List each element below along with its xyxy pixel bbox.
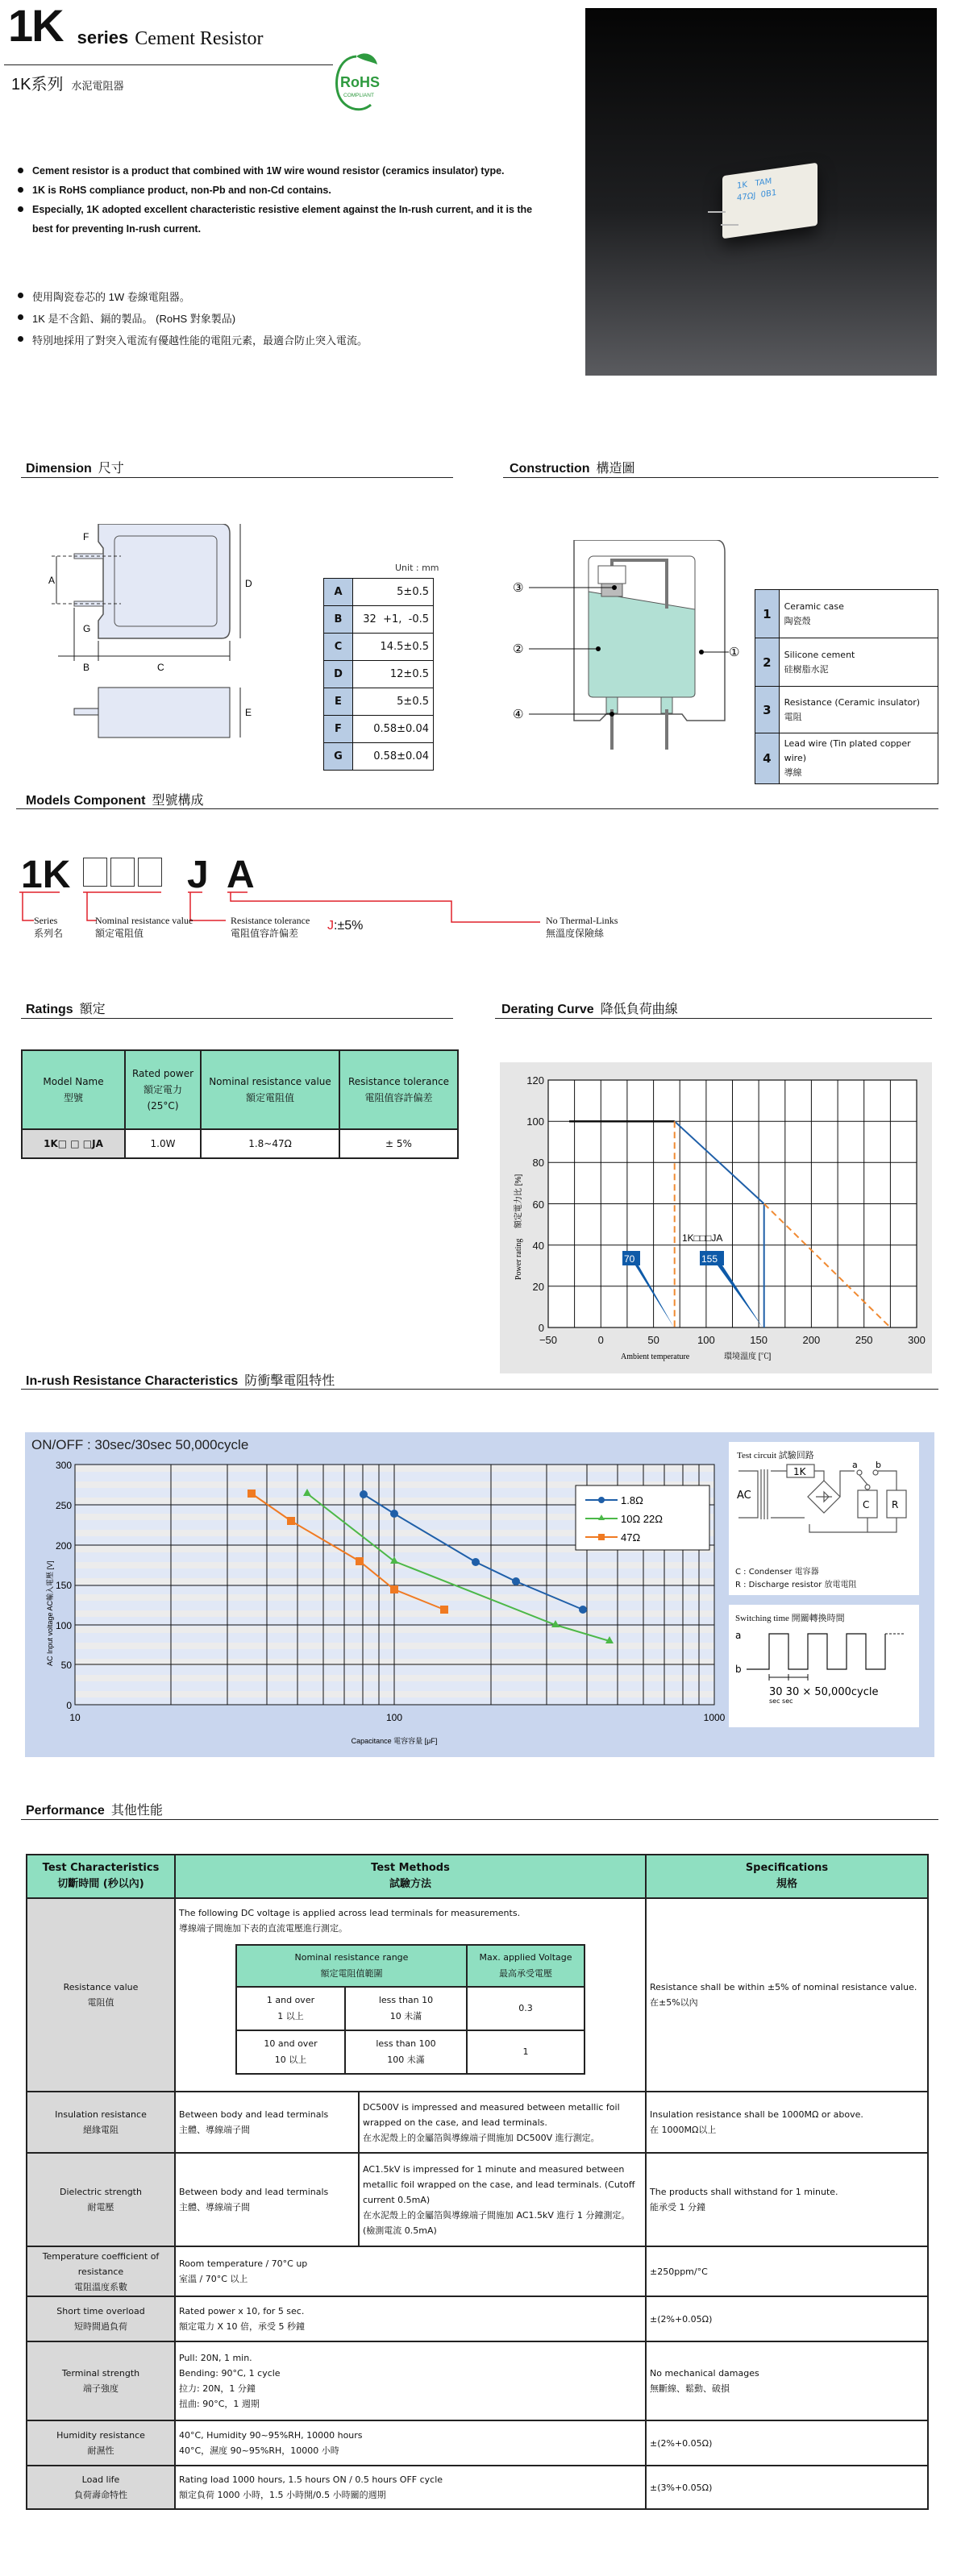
section-rule — [21, 1819, 938, 1820]
svg-text:200: 200 — [802, 1334, 821, 1346]
svg-text:sec sec: sec sec — [769, 1697, 793, 1705]
table-row: Insulation resistance 絕緣電阻 Between body and lead terminals 主體、導線端子間 DC500V is impressed and measured between metallic foil wrapped on the case, and lead terminals. 在水泥殼上的金屬箔與導線端子間施加 DC500V 進行測定。 Insulation resistance shall be 1000MΩ or above. 在 1000MΩ以上 — [27, 2092, 928, 2153]
svg-text:AC: AC — [737, 1490, 751, 1502]
section-rule — [21, 477, 453, 478]
section-title-derating: Derating Curve 降低負荷曲線 — [501, 1003, 678, 1016]
table-row: 1K□ □ □JA 1.0W 1.8~47Ω ± 5% — [22, 1129, 458, 1158]
code-box — [110, 858, 135, 887]
svg-text:10Ω 22Ω: 10Ω 22Ω — [621, 1513, 663, 1525]
table-row: Load life 負荷壽命特性 Rating load 1000 hours, 1.5 hours ON / 0.5 hours OFF cycle 額定負荷 1000 小時，1.5 小時開/0.5 小時關的週期 ±(3%+0.05Ω) — [27, 2466, 928, 2509]
svg-text:200: 200 — [55, 1540, 72, 1552]
section-rule — [21, 1389, 938, 1390]
svg-text:100: 100 — [385, 1712, 403, 1723]
svg-text:0: 0 — [538, 1322, 544, 1334]
callout-3: ③ — [513, 580, 524, 595]
feature-item-zh: 使用陶瓷卷芯的 1W 卷線電阻器。 — [16, 286, 548, 308]
feature-item-zh: 1K 是不含鉛、鎘的製品。 (RoHS 對象製品) — [16, 308, 548, 330]
callout-2: ② — [513, 642, 524, 656]
table-row: Terminal strength 端子強度 Pull: 20N, 1 min. Bending: 90°C, 1 cycle 拉力: 20N，1 分鐘 扭曲: 90°C，1 週期 No mechanical damages 無斷線、鬆動、破損 — [27, 2341, 928, 2420]
dimension-drawing — [48, 524, 290, 750]
construction-drawing — [503, 540, 745, 750]
svg-text:R: R — [892, 1499, 899, 1510]
svg-text:a: a — [852, 1461, 858, 1470]
svg-text:40: 40 — [532, 1240, 544, 1252]
table-row: Temperature coefficient of resistance 電阻溫度系數 Room temperature / 70°C up 室溫 / 70°C 以上 ±250ppm/°C — [27, 2246, 928, 2296]
product-name: Cement Resistor — [135, 28, 264, 49]
feature-item: Especially, 1K adopted excellent characteristic resistive element against the In-rush current, and it is the best for preventing In-rush current. — [16, 200, 548, 239]
table-row: 2 Silicone cement 硅樹脂水泥 — [755, 638, 938, 687]
callout-1: ① — [729, 645, 740, 659]
performance-table — [26, 1854, 929, 2510]
svg-text:300: 300 — [908, 1334, 926, 1346]
resistor-marking-2: 47ΩJ 0B1 — [737, 188, 777, 203]
derating-chart — [500, 1062, 932, 1373]
resistor-body — [722, 163, 817, 239]
section-rule — [21, 1018, 453, 1019]
x-axis-label: Capacitance 電容容量 [μF] — [351, 1737, 438, 1745]
svg-text:10: 10 — [69, 1712, 81, 1723]
svg-text:30 30 × 50,000cycle: 30 30 × 50,000cycle — [769, 1686, 879, 1698]
rohs-logo — [332, 50, 381, 118]
table-row: 1 and over 1 以上 less than 10 10 未滿 0.3 — [236, 1987, 585, 2030]
svg-text:D: D — [245, 578, 252, 589]
svg-text:20: 20 — [532, 1281, 544, 1293]
svg-text:B: B — [83, 662, 90, 673]
rohs-leaf-icon — [332, 50, 382, 118]
tolerance-value: J:±5% — [327, 919, 364, 933]
y-axis-label: AC Input voltage AC輸入電壓 [V] — [46, 1560, 54, 1666]
svg-text:250: 250 — [55, 1500, 72, 1511]
svg-text:120: 120 — [526, 1074, 544, 1086]
switching-time-panel: Switching time 開關轉換時間 a b 30 30 × 50,000cycle sec sec — [729, 1605, 919, 1727]
ratings-table — [21, 1049, 459, 1159]
construction-table — [755, 589, 938, 784]
x-axis-label-zh: 環境溫度 [℃] — [724, 1352, 772, 1361]
svg-text:a: a — [735, 1630, 742, 1641]
section-rule — [495, 1018, 932, 1019]
svg-text:100: 100 — [526, 1116, 544, 1128]
resistor-marking-1: 1K TAM — [737, 177, 772, 191]
resistor-lead — [708, 211, 726, 213]
svg-text:100: 100 — [697, 1334, 715, 1346]
svg-text:RoHS: RoHS — [340, 74, 380, 90]
feature-list-en — [16, 161, 548, 239]
table-row: Humidity resistance 耐濕性 40°C, Humidity 90~95%RH, 10000 hours 40°C，濕度 90~95%RH，10000 小時 ±(2%+0.05Ω) — [27, 2420, 928, 2466]
svg-text:50: 50 — [647, 1334, 659, 1346]
marker-70: 70 — [624, 1253, 635, 1265]
svg-text:50: 50 — [60, 1660, 72, 1671]
section-title-inrush: In-rush Resistance Characteristics 防衝擊電阻特性 — [26, 1374, 335, 1388]
section-rule — [503, 477, 938, 478]
svg-text:150: 150 — [750, 1334, 768, 1346]
svg-text:F: F — [83, 531, 89, 542]
dimension-unit: Unit : mm — [395, 563, 439, 573]
svg-text:80: 80 — [532, 1157, 544, 1169]
derating-series-label: 1K□□□JA — [682, 1232, 723, 1244]
svg-text:−50: −50 — [539, 1334, 558, 1346]
y-axis-label: Power rating — [514, 1238, 523, 1280]
feature-item: Cement resistor is a product that combined with 1W wire wound resistor (ceramics insulator) type. — [16, 161, 548, 181]
svg-text:C: C — [863, 1499, 870, 1510]
table-row: 3 Resistance (Ceramic insulator) 電阻 — [755, 687, 938, 733]
code-j: J — [187, 854, 209, 896]
section-title-ratings: Ratings 額定 — [26, 1003, 106, 1016]
table-row: G 0.58±0.04 — [324, 743, 434, 771]
zh-model: 1K系列 — [11, 76, 64, 93]
table-row: Short time overload 短時間過負荷 Rated power x 10, for 5 sec. 額定電力 X 10 倍，承受 5 秒鐘 ±(2%+0.05Ω) — [27, 2296, 928, 2341]
svg-text:b: b — [876, 1461, 881, 1470]
table-row: B 32 +1, -0.5 — [324, 606, 434, 634]
svg-text:100: 100 — [55, 1620, 72, 1631]
part-tolerance: Resistance tolerance 電阻值容許偏差 — [231, 915, 310, 939]
section-title-construction: Construction 構造圖 — [510, 462, 635, 476]
code-series: 1K — [21, 854, 71, 896]
inrush-panel — [25, 1432, 934, 1757]
zh-title — [11, 71, 123, 94]
table-row: 10 and over 10 以上 less than 100 100 未滿 1 — [236, 2030, 585, 2074]
table-row: D 12±0.5 — [324, 661, 434, 688]
voltage-table: Nominal resistance range 額定電阻值範圍 Max. applied Voltage 最高承受電壓 1 and over 1 以上 less than 10 10 未滿 0.3 10 and over 10 以上 less than 100 100 未滿 1 — [235, 1944, 585, 2075]
model-name: 1K — [8, 0, 63, 51]
code-a: A — [227, 854, 255, 896]
svg-text:G: G — [83, 623, 91, 634]
table-row: A 5±0.5 — [324, 579, 434, 606]
resistor-lead — [721, 224, 738, 226]
table-row: C 14.5±0.5 — [324, 634, 434, 661]
svg-text:COMPLIANT: COMPLIANT — [343, 93, 374, 98]
code-box — [138, 858, 162, 887]
feature-item: 1K is RoHS compliance product, non-Pb and non-Cd contains. — [16, 181, 548, 200]
part-nominal: Nominal resistance value 額定電阻值 — [95, 915, 193, 939]
table-row: F 0.58±0.04 — [324, 716, 434, 743]
feature-item-zh: 特別地採用了對突入電流有優越性能的電阻元素，最適合防止突入電流。 — [16, 330, 548, 351]
svg-text:1000: 1000 — [703, 1712, 726, 1723]
dimension-table — [323, 578, 434, 771]
part-thermal: No Thermal-Links 無溫度保險絲 — [546, 915, 618, 939]
svg-text:250: 250 — [855, 1334, 873, 1346]
brand-title — [8, 0, 264, 52]
header-rule — [4, 64, 333, 65]
svg-text:C: C — [157, 662, 164, 673]
section-title-models: Models Component 型號構成 — [26, 794, 204, 808]
test-circuit-panel: Test circuit 試驗回路 AC 1K a b C R C : Condenser 電容器 R : Discharge resistor 放電電阻 — [729, 1442, 919, 1595]
product-photo — [585, 8, 937, 376]
svg-text:1.8Ω: 1.8Ω — [621, 1494, 643, 1506]
table-row: 1 Ceramic case 陶瓷殼 — [755, 590, 938, 638]
svg-text:1K: 1K — [793, 1466, 806, 1477]
table-row: Resistance value 電阻值 The following DC voltage is applied across lead terminals for measurements. 導線端子間施加下表的直流電壓進行測定。 Nominal resistance range 額定電阻值範圍 Max. applied Voltage 最高承受電壓 1 and over 1 以上 less than 10 10 未滿 0.3 10 and over 10 以上 less than 100 100 未滿 1 Resistance shall be within ±5% of nominal resistance value. 在±5%以內 — [27, 1898, 928, 2092]
svg-text:0: 0 — [66, 1700, 72, 1711]
svg-text:A: A — [48, 575, 56, 586]
table-row: E 5±0.5 — [324, 688, 434, 716]
svg-text:150: 150 — [55, 1580, 72, 1591]
svg-text:60: 60 — [532, 1199, 544, 1211]
zh-product: 水泥電阻器 — [71, 81, 124, 93]
svg-text:0: 0 — [597, 1334, 604, 1346]
table-row: 4 Lead wire (Tin plated copper wire) 導線 — [755, 733, 938, 784]
inrush-chart-title: ON/OFF : 30sec/30sec 50,000cycle — [31, 1437, 249, 1452]
svg-text:47Ω: 47Ω — [621, 1531, 641, 1544]
section-title-performance: Performance 其他性能 — [26, 1804, 163, 1818]
code-box — [83, 858, 107, 887]
section-rule — [16, 808, 938, 809]
callout-4: ④ — [513, 707, 524, 721]
series-word: series — [77, 27, 129, 48]
svg-text:300: 300 — [55, 1460, 72, 1471]
x-axis-label: Ambient temperature — [621, 1352, 690, 1361]
section-title-dimension: Dimension 尺寸 — [26, 462, 124, 476]
feature-list-zh — [16, 286, 548, 351]
table-header-row: Model Name 型號 Rated power 額定電力 (25°C) Nominal resistance value 額定電阻值 Resistance tolerance 電阻值容許偏差 — [22, 1050, 458, 1129]
svg-text:b: b — [735, 1664, 742, 1675]
y-axis-label-zh: 額定電力比 [%] — [514, 1174, 523, 1228]
part-series: Series 系列名 — [34, 915, 64, 939]
table-row: Dielectric strength 耐電壓 Between body and lead terminals 主體、導線端子間 AC1.5kV is impressed for 1 minute and measured between metallic foil wrapped on the case, and lead terminals. (Cutoff current 0.5mA) 在水泥殼上的金屬箔與導線端子間施加 AC1.5kV 進行 1 分鐘測定。 (檢測電流 0.5mA) The products shall withstand for 1 minute. 能承受 1 分鐘 — [27, 2153, 928, 2246]
table-header-row: Test Characteristics 切斷時間 (秒以內) Test Methods 試驗方法 Specifications 規格 — [27, 1855, 928, 1898]
marker-155: 155 — [701, 1253, 718, 1265]
svg-text:E: E — [245, 707, 252, 718]
